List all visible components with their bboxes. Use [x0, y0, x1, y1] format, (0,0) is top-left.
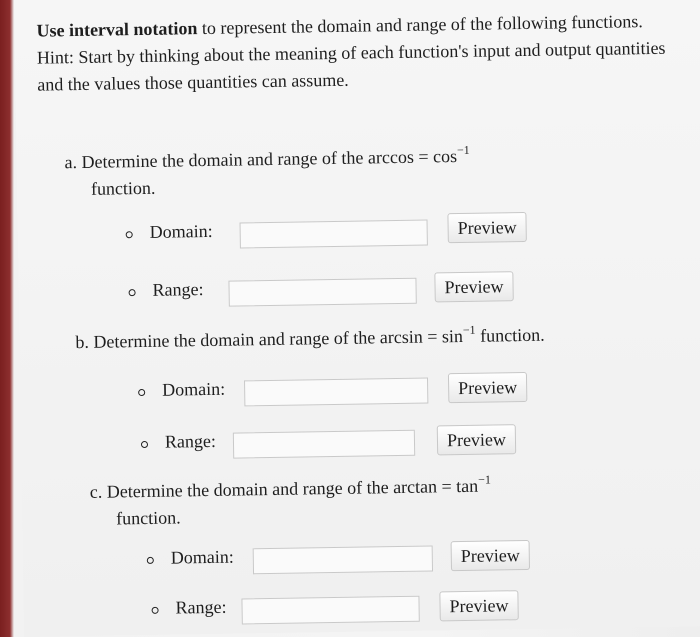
- part-a-func: arccos = cos: [367, 146, 458, 168]
- part-b-tail: function.: [480, 324, 545, 346]
- part-b-question: [75, 319, 695, 356]
- part-c-range-preview-button[interactable]: Preview: [439, 590, 518, 621]
- part-a-range-input[interactable]: [228, 278, 416, 307]
- part-c-domain-label: Domain:: [170, 546, 234, 568]
- bullet-icon: [129, 289, 136, 296]
- instructions-text: to represent the domain and range of the following functions. Hint: Start by thinking about the meaning of each function's input and output quantities and the values those quantities can assume.: [36, 11, 666, 95]
- part-b-range-label: Range:: [164, 430, 217, 452]
- part-c-range-input[interactable]: [241, 596, 419, 625]
- part-b-domain-preview-button[interactable]: Preview: [448, 372, 527, 403]
- part-a-question: [64, 140, 625, 203]
- part-b-domain-label: Domain:: [161, 378, 226, 400]
- part-a-domain-label: Domain:: [149, 220, 213, 242]
- part-c-sup: −1: [477, 472, 491, 487]
- part-a-letter: a.: [64, 152, 78, 173]
- part-c-range-label: Range:: [175, 596, 227, 618]
- part-c-domain-preview-button[interactable]: Preview: [451, 540, 530, 571]
- problem-page: [14, 0, 700, 637]
- part-a-domain-preview-button[interactable]: Preview: [447, 212, 526, 243]
- part-b-text: Determine the domain and range of the: [93, 327, 376, 352]
- part-b-range-preview-button[interactable]: Preview: [437, 424, 516, 455]
- part-b-letter: b.: [75, 331, 90, 353]
- bullet-icon: [141, 441, 148, 448]
- bullet-icon: [138, 389, 145, 396]
- bullet-icon: [147, 557, 154, 564]
- part-a-sup: −1: [456, 142, 470, 158]
- part-b-func: arcsin = sin: [379, 325, 464, 348]
- instructions: [36, 8, 677, 99]
- part-a-text: Determine the domain and range of the: [81, 147, 364, 172]
- part-c-tail: function.: [115, 507, 181, 529]
- part-a-domain-input[interactable]: [240, 220, 428, 249]
- instructions-bold: Use interval notation: [36, 18, 198, 41]
- part-a-tail: function.: [90, 177, 156, 199]
- part-b-sup: −1: [462, 322, 476, 337]
- part-c-letter: c.: [89, 481, 103, 502]
- part-a-range-preview-button[interactable]: Preview: [434, 271, 513, 302]
- part-c-func: arctan = tan: [392, 475, 479, 498]
- bullet-icon: [152, 607, 159, 614]
- bullet-icon: [126, 231, 133, 238]
- part-b-range-input[interactable]: [233, 430, 415, 459]
- part-c-text: Determine the domain and range of the: [106, 477, 389, 502]
- part-a-range-label: Range:: [152, 279, 204, 300]
- part-b-domain-input[interactable]: [244, 378, 428, 407]
- part-c-question: [90, 470, 651, 533]
- part-c-domain-input[interactable]: [253, 545, 433, 574]
